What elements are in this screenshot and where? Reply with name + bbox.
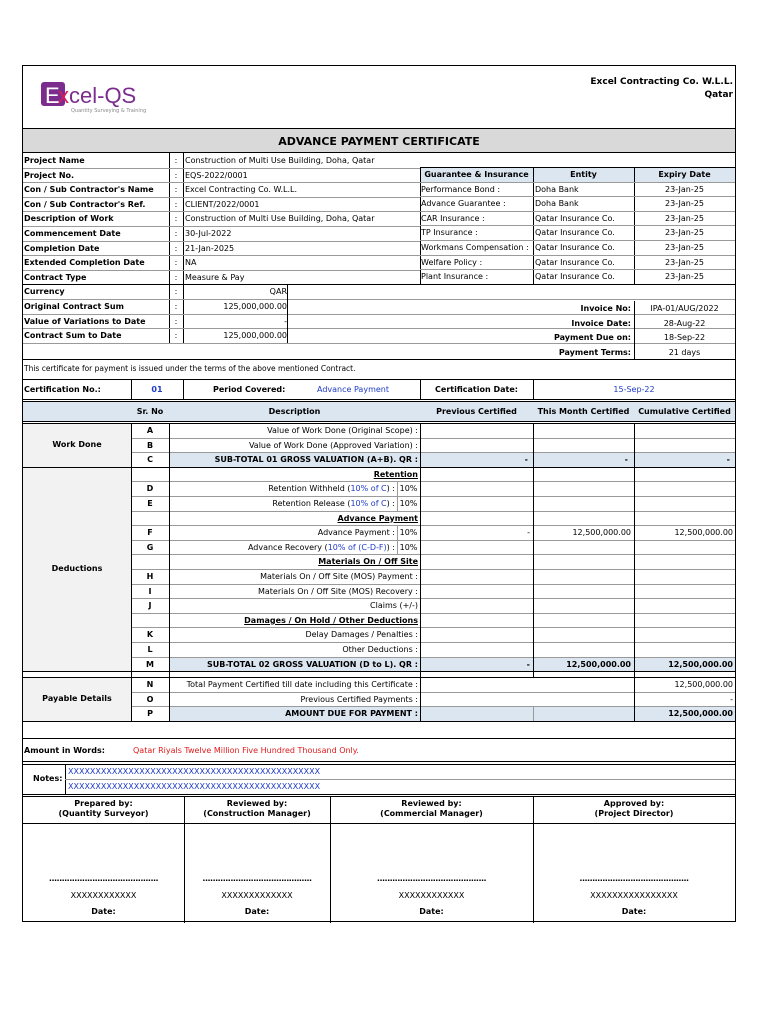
- info-value: Measure & Pay: [185, 272, 245, 282]
- grid-line: [131, 613, 735, 614]
- info-colon: :: [174, 287, 178, 297]
- grid-line: [131, 438, 735, 439]
- notes-label: Notes:: [33, 774, 63, 783]
- row-cumulative: 12,500,000.00: [674, 680, 733, 690]
- section-payable: Payable Details: [42, 694, 112, 704]
- info-value: Construction of Multi Use Building, Doha, Qatar: [185, 214, 375, 224]
- row-description: SUB-TOTAL 01 GROSS VALUATION (A+B). QR :: [214, 455, 418, 465]
- grid-line: [23, 284, 420, 285]
- grid-line: [131, 692, 735, 693]
- grid-line: [23, 328, 735, 329]
- grid-line: [23, 671, 735, 672]
- row-this-month: -: [624, 455, 628, 465]
- info-label: Original Contract Sum: [24, 302, 124, 311]
- info-colon: :: [174, 316, 178, 326]
- signature-name: XXXXXXXXXXXXX: [221, 891, 293, 900]
- grid-line: [634, 301, 635, 359]
- company-name: Excel Contracting Co. W.L.L.: [590, 77, 733, 87]
- row-cumulative: -: [726, 455, 730, 465]
- info-value: QAR: [269, 287, 287, 297]
- grid-line: [131, 554, 735, 555]
- signature-date: Date:: [244, 907, 270, 916]
- row-previous: -: [524, 455, 528, 465]
- guarantee-expiry: 23-Jan-25: [665, 257, 704, 267]
- grid-line: [420, 240, 735, 241]
- info-colon: :: [174, 156, 178, 165]
- guarantee-name: Advance Guarantee :: [421, 199, 506, 209]
- info-value: EQS-2022/0001: [185, 170, 248, 180]
- row-cumulative: 12,500,000.00: [674, 528, 733, 538]
- signature-role: (Commercial Manager): [380, 809, 483, 818]
- cert-no: 01: [151, 385, 163, 394]
- grid-line: [131, 540, 735, 541]
- payment-certificate-sheet: [22, 65, 736, 922]
- signature-role: (Construction Manager): [203, 809, 311, 818]
- grid-line: [23, 359, 735, 360]
- col-cumulative: Cumulative Certified: [638, 407, 731, 416]
- signature-title: Prepared by:: [74, 799, 133, 808]
- guarantee-name: TP Insurance :: [421, 228, 478, 238]
- guarantee-entity: Qatar Insurance Co.: [535, 228, 615, 238]
- row-description: Total Payment Certified till date including this Certificate :: [186, 680, 418, 690]
- info-colon: :: [174, 199, 178, 209]
- info-value: 30-Jul-2022: [185, 229, 232, 238]
- signature-date: Date:: [91, 907, 116, 916]
- row-this-month: 12,500,000.00: [572, 528, 631, 538]
- row-srno: C: [147, 455, 153, 465]
- row-srno: M: [146, 659, 154, 669]
- signature-title: Reviewed by:: [401, 799, 462, 808]
- info-value: 21-Jan-2025: [185, 243, 235, 253]
- signature-title: Reviewed by:: [226, 799, 288, 808]
- grid-line: [420, 269, 735, 270]
- row-description: Other Deductions :: [342, 645, 418, 654]
- guarantee-entity: Qatar Insurance Co.: [535, 243, 615, 252]
- info-value: Excel Contracting Co. W.L.L.: [185, 185, 298, 195]
- info-label: Project No.: [24, 170, 75, 180]
- grid-line: [23, 343, 735, 344]
- invoice-value: IPA-01/AUG/2022: [650, 304, 719, 313]
- grid-line: [533, 423, 534, 677]
- row-srno: I: [148, 586, 152, 596]
- guarantee-expiry: 23-Jan-25: [665, 213, 704, 223]
- row-srno: F: [147, 528, 153, 538]
- grid-line: [23, 197, 420, 198]
- row-subheading: Retention: [373, 469, 418, 479]
- info-label: Con / Sub Contractor's Ref.: [24, 199, 146, 209]
- signature-name: XXXXXXXXXXXX: [70, 891, 137, 900]
- signature-date: Date:: [621, 907, 647, 916]
- info-value: 125,000,000.00: [223, 331, 287, 341]
- row-percent: 10%: [399, 484, 418, 494]
- row-description: Advance Payment :: [317, 528, 395, 538]
- row-percent: 10%: [399, 528, 418, 538]
- guarantee-expiry: 23-Jan-25: [665, 243, 704, 252]
- company-logo: E x cel-QS Quantity Surveying & Training: [41, 80, 181, 114]
- info-label: Contract Sum to Date: [24, 331, 122, 341]
- row-previous: -: [526, 659, 530, 669]
- row-cumulative: -: [730, 694, 733, 704]
- row-description: Value of Work Done (Approved Variation) :: [248, 440, 418, 450]
- info-colon: :: [174, 243, 178, 253]
- grid-line: [23, 677, 735, 678]
- grid-line: [420, 196, 735, 197]
- signature-line: ...........................................: [579, 874, 689, 883]
- invoice-label: Invoice No:: [580, 304, 631, 313]
- row-subheading: Damages / On Hold / Other Deductions: [244, 615, 418, 625]
- info-value: CLIENT/2022/0001: [185, 199, 260, 209]
- page-title: ADVANCE PAYMENT CERTIFICATE: [278, 135, 480, 148]
- cert-date: 15-Sep-22: [613, 385, 655, 394]
- grid-line: [131, 452, 735, 453]
- amount-words: Qatar Riyals Twelve Million Five Hundred Thousand Only.: [133, 746, 359, 755]
- signature-date: Date:: [419, 907, 444, 916]
- grid-line: [23, 467, 735, 468]
- grid-line: [131, 481, 735, 482]
- invoice-label: Invoice Date:: [571, 318, 631, 328]
- col-this-month: This Month Certified: [537, 407, 630, 416]
- guarantee-name: CAR Insurance :: [421, 213, 485, 223]
- grid-line: [23, 168, 420, 169]
- row-percent: 10%: [399, 499, 418, 508]
- grid-line: [131, 627, 735, 628]
- grid-line: [23, 182, 420, 183]
- row-subheading: Advance Payment: [337, 513, 418, 523]
- row-description: Advance Recovery (10% of (C-D-F)) :: [247, 542, 395, 552]
- info-value: Construction of Multi Use Building, Doha, Qatar: [185, 156, 375, 165]
- grid-line: [420, 255, 735, 256]
- info-value: 125,000,000.00: [223, 302, 287, 311]
- col-previous: Previous Certified: [436, 407, 517, 416]
- row-description: SUB-TOTAL 02 GROSS VALUATION (D to L). QR :: [207, 659, 418, 669]
- info-label: Commencement Date: [24, 229, 121, 238]
- info-value: NA: [185, 258, 197, 268]
- grid-line: [23, 299, 735, 300]
- grid-line: [131, 657, 735, 658]
- guarantee-header: Expiry Date: [658, 170, 711, 179]
- row-srno: N: [146, 680, 154, 690]
- info-value: -: [284, 316, 287, 326]
- row-srno: A: [146, 426, 154, 435]
- guarantee-name: Welfare Policy :: [421, 257, 483, 267]
- grid-line: [131, 496, 735, 497]
- section-deductions: Deductions: [51, 563, 103, 573]
- notes-line-1: XXXXXXXXXXXXXXXXXXXXXXXXXXXXXXXXXXXXXXXXXXXXXX: [68, 767, 321, 776]
- guarantee-name: Performance Bond :: [421, 184, 501, 194]
- info-label: Contract Type: [24, 272, 87, 282]
- grid-line: [287, 284, 288, 342]
- signature-role: (Quantity Surveyor): [58, 809, 149, 818]
- col-srno: Sr. No: [136, 407, 164, 416]
- guarantee-entity: Qatar Insurance Co.: [535, 213, 615, 223]
- grid-line: [23, 721, 735, 722]
- grid-line: [533, 706, 534, 721]
- row-description: Delay Damages / Penalties :: [305, 630, 418, 640]
- grid-line: [131, 642, 735, 643]
- amount-words-label: Amount in Words:: [24, 746, 105, 755]
- guarantee-expiry: 23-Jan-25: [665, 199, 704, 209]
- info-label: Project Name: [24, 156, 85, 165]
- guarantee-header: Entity: [570, 170, 597, 179]
- row-srno: H: [146, 572, 154, 581]
- grid-line: [131, 511, 735, 512]
- grid-line: [131, 569, 735, 570]
- info-colon: :: [174, 258, 178, 268]
- info-colon: :: [174, 214, 178, 224]
- section-work-done: Work Done: [52, 440, 102, 449]
- row-srno: E: [147, 499, 153, 508]
- grid-line: [23, 270, 420, 271]
- row-cumulative: 12,500,000.00: [668, 709, 733, 719]
- row-this-month: 12,500,000.00: [566, 659, 631, 669]
- guarantee-header: Guarantee & Insurance: [424, 170, 529, 179]
- signature-name: XXXXXXXXXXXXXXXX: [590, 891, 678, 900]
- info-colon: :: [174, 272, 178, 282]
- row-previous: -: [527, 528, 530, 538]
- period-label: Period Covered:: [213, 385, 286, 394]
- row-description: AMOUNT DUE FOR PAYMENT :: [285, 709, 418, 719]
- grid-line: [23, 241, 420, 242]
- cert-no-label: Certification No.:: [24, 385, 101, 394]
- cert-date-label: Certification Date:: [435, 385, 518, 394]
- col-description: Description: [268, 407, 321, 416]
- row-percent: 10%: [399, 542, 418, 552]
- grid-line: [23, 314, 735, 315]
- row-srno: J: [148, 601, 152, 611]
- grid-line: [131, 584, 735, 585]
- row-description: Materials On / Off Site (MOS) Recovery :: [257, 586, 418, 596]
- row-srno: D: [146, 484, 154, 494]
- invoice-label: Payment Due on:: [553, 333, 631, 343]
- company-country: Qatar: [704, 90, 733, 100]
- grid-line: [420, 284, 735, 285]
- grid-line: [420, 167, 735, 168]
- grid-line: [420, 211, 735, 212]
- row-cumulative: 12,500,000.00: [668, 659, 733, 669]
- invoice-value: 18-Sep-22: [663, 333, 706, 343]
- info-label: Completion Date: [24, 243, 100, 253]
- invoice-value: 28-Aug-22: [663, 318, 706, 328]
- grid-line: [420, 182, 735, 183]
- guarantee-name: Workmans Compensation :: [421, 243, 529, 252]
- grid-line: [23, 423, 735, 424]
- row-srno: G: [146, 542, 154, 552]
- signature-title: Approved by:: [603, 799, 665, 808]
- info-colon: :: [174, 302, 178, 311]
- guarantee-entity: Qatar Insurance Co.: [535, 257, 615, 267]
- info-label: Description of Work: [24, 214, 114, 224]
- info-colon: :: [174, 185, 178, 195]
- row-srno: O: [146, 694, 154, 704]
- signature-line: ...........................................: [376, 874, 487, 883]
- signature-line: ...........................................: [202, 874, 312, 883]
- guarantee-expiry: 23-Jan-25: [665, 184, 704, 194]
- info-colon: :: [174, 331, 178, 341]
- grid-line: [23, 255, 420, 256]
- guarantee-expiry: 23-Jan-25: [665, 272, 704, 282]
- info-label: Value of Variations to Date: [24, 316, 146, 326]
- row-subheading: Materials On / Off Site: [318, 557, 418, 567]
- grid-line: [131, 598, 735, 599]
- info-label: Extended Completion Date: [24, 258, 145, 268]
- row-description: Previous Certified Payments :: [300, 694, 418, 704]
- grid-line: [23, 226, 420, 227]
- grid-line: [420, 225, 735, 226]
- guarantee-entity: Qatar Insurance Co.: [535, 272, 615, 282]
- grid-line: [131, 706, 735, 707]
- guarantee-name: Plant Insurance :: [421, 272, 489, 282]
- row-srno: P: [147, 709, 153, 719]
- row-description: Retention Withheld (10% of C) :: [268, 484, 395, 494]
- notes-line-2: XXXXXXXXXXXXXXXXXXXXXXXXXXXXXXXXXXXXXXXXXXXXXX: [68, 782, 321, 791]
- period-value: Advance Payment: [316, 385, 389, 394]
- row-srno: L: [147, 645, 153, 654]
- info-colon: :: [174, 170, 178, 180]
- row-description: Value of Work Done (Original Scope) :: [267, 426, 418, 435]
- row-description: Materials On / Off Site (MOS) Payment :: [260, 572, 418, 581]
- signature-line: ...........................................: [48, 874, 159, 883]
- guarantee-entity: Doha Bank: [535, 199, 579, 209]
- certificate-statement: This certificate for payment is issued under the terms of the above mentioned Contract.: [24, 364, 356, 373]
- row-srno: K: [146, 630, 154, 640]
- info-label: Currency: [24, 287, 65, 297]
- info-colon: :: [174, 229, 178, 238]
- guarantee-expiry: 23-Jan-25: [665, 228, 704, 238]
- grid-line: [23, 211, 420, 212]
- row-description: Claims (+/-): [370, 601, 418, 611]
- row-description: Retention Release (10% of C) :: [272, 499, 395, 508]
- grid-line: [131, 525, 735, 526]
- invoice-value: 21 days: [668, 347, 701, 357]
- signature-name: XXXXXXXXXXXX: [398, 891, 465, 900]
- info-label: Con / Sub Contractor's Name: [24, 185, 154, 195]
- invoice-label: Payment Terms:: [558, 347, 631, 357]
- row-srno: B: [146, 440, 154, 450]
- guarantee-entity: Doha Bank: [535, 184, 579, 194]
- signature-role: (Project Director): [594, 809, 674, 818]
